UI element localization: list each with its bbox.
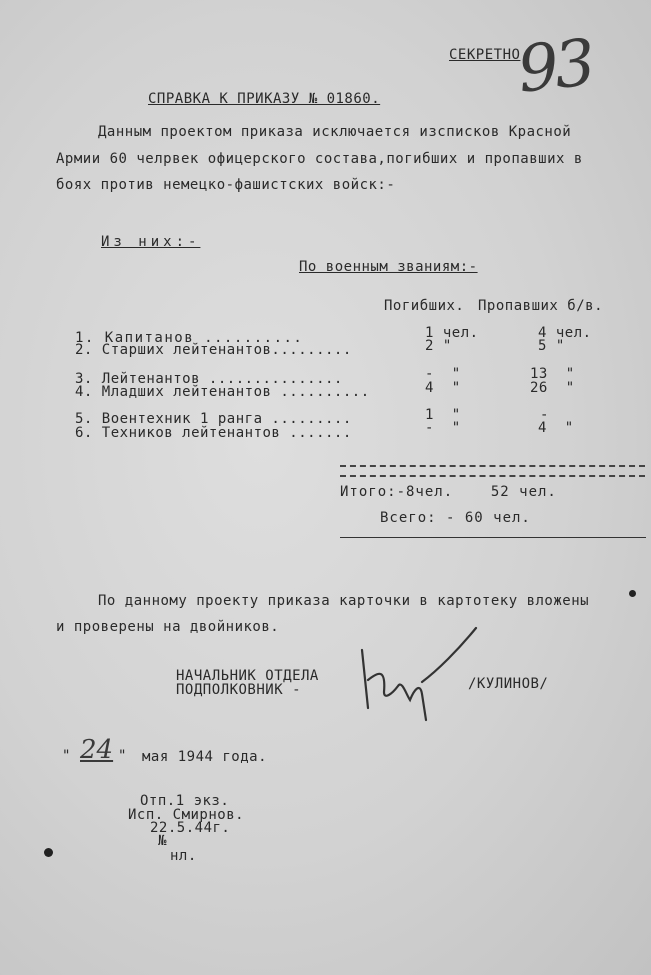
- col-header-missing: Пропавших б/в.: [478, 298, 604, 314]
- date-close-quote: ": [118, 748, 127, 764]
- row-killed: 1 чел.: [425, 325, 479, 341]
- footer-copies: Отп.1 экз.: [140, 793, 230, 809]
- footer-number: №: [158, 833, 167, 849]
- itogo-total: Итого:-8чел. 52 чел.: [340, 484, 557, 500]
- row-label: 3. Лейтенантов ...............: [75, 371, 343, 387]
- col-header-killed: Погибших.: [384, 298, 465, 314]
- intro-line-1: Данным проектом приказа исключается изсписков Красной: [98, 124, 572, 140]
- row-label: 5. Воентехник 1 ранга .........: [75, 411, 352, 427]
- of-them-heading: Из них:-: [101, 234, 201, 250]
- date-open-quote: ": [62, 748, 71, 764]
- handwritten-sheet-number: 93: [514, 26, 596, 108]
- total-underline: [340, 537, 646, 538]
- punch-hole-icon: [629, 590, 636, 597]
- footer-executor: Исп. Смирнов.: [128, 807, 245, 823]
- note-line-1: По данному проекту приказа карточки в картотеку вложены: [98, 593, 590, 609]
- row-missing: 5 ": [538, 338, 565, 354]
- date-day-handwritten: 24: [80, 735, 114, 765]
- footer-initials: нл.: [170, 848, 197, 864]
- row-label: 2. Старших лейтенантов.........: [75, 342, 352, 358]
- row-missing: -: [540, 407, 549, 423]
- date-text: мая 1944 года.: [142, 749, 268, 765]
- row-missing: 4 ": [538, 420, 574, 436]
- double-dashed-rule: [340, 465, 645, 477]
- row-label: 1. Капитанов ..........: [75, 330, 304, 346]
- footer-date: 22.5.44г.: [150, 820, 231, 836]
- row-label: 6. Техников лейтенантов .......: [75, 425, 352, 441]
- row-missing: 26 ": [530, 380, 575, 396]
- handwritten-signature-icon: [340, 620, 490, 730]
- row-missing: 4 чел.: [538, 325, 592, 341]
- document-title: СПРАВКА К ПРИКАЗУ № 01860.: [148, 91, 381, 107]
- vsego-total: Всего: - 60 чел.: [380, 510, 531, 526]
- row-killed: 2 ": [425, 338, 452, 354]
- row-killed: 4 ": [425, 380, 461, 396]
- signer-position: НАЧАЛЬНИК ОТДЕЛА: [176, 668, 319, 684]
- row-killed: - ": [425, 420, 461, 436]
- by-rank-heading: По военным званиям:-: [299, 259, 478, 275]
- punch-hole-icon: [44, 848, 53, 857]
- row-killed: - ": [425, 366, 461, 382]
- intro-line-2: Армии 60 челрвек офицерского состава,погибших и пропавших в: [56, 151, 583, 167]
- note-line-2: и проверены на двойников.: [56, 619, 280, 635]
- signer-rank: ПОДПОЛКОВНИК -: [176, 682, 302, 698]
- row-missing: 13 ": [530, 366, 575, 382]
- secret-stamp: СЕКРЕТНО: [449, 47, 521, 63]
- signer-name: /КУЛИНОВ/: [468, 676, 549, 692]
- row-killed: 1 ": [425, 407, 461, 423]
- intro-line-3: боях против немецко-фашистских войск:-: [56, 177, 396, 193]
- row-label: 4. Младших лейтенантов ..........: [75, 384, 370, 400]
